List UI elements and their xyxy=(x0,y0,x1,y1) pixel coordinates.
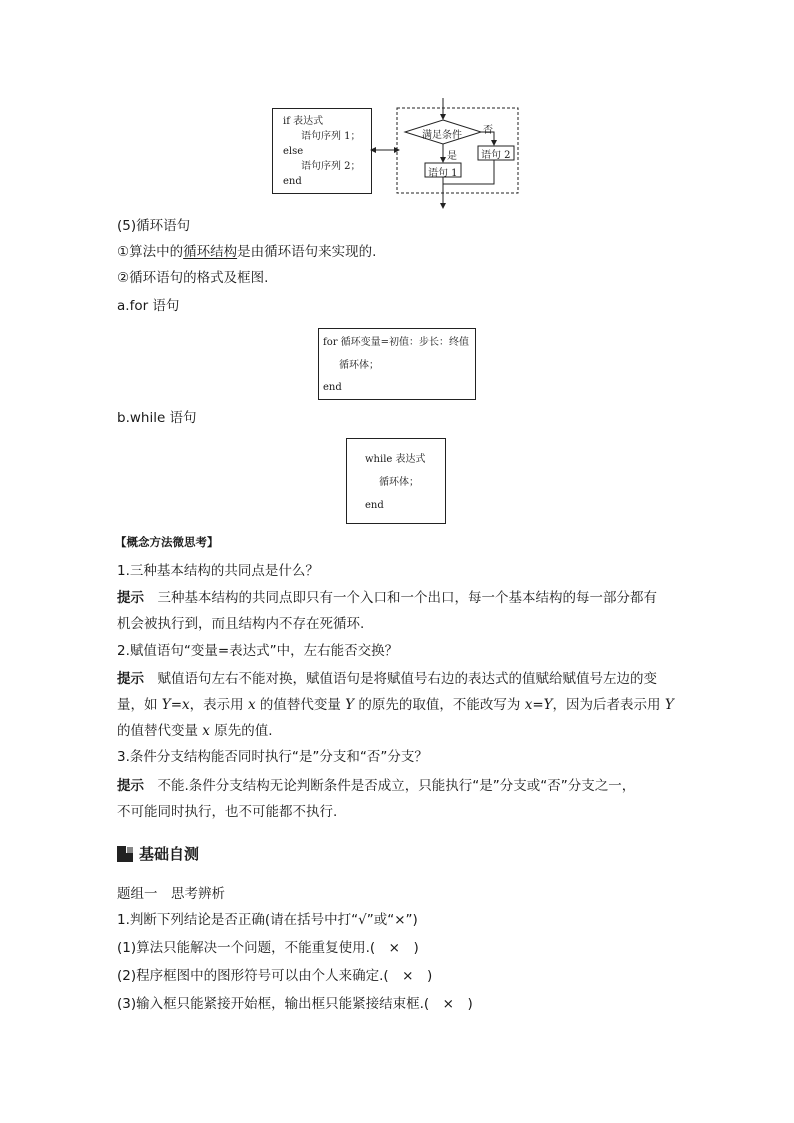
end-line: end xyxy=(283,176,302,187)
question-2: 2.赋值语句“变量=表达式”中，左右能否交换？ xyxy=(117,643,399,659)
while-code-box xyxy=(346,438,446,524)
question-1: 1.三种基本结构的共同点是什么？ xyxy=(117,563,319,579)
judge-question: 1.判断下列结论是否正确(请在括号中打“√”或“×”) xyxy=(117,912,418,928)
for-label: a.for 语句 xyxy=(117,298,180,314)
flow-no-label: 否 xyxy=(483,125,493,136)
answer-1-line-2: 机会被执行到，而且结构内不存在死循环. xyxy=(117,616,365,632)
if-line: if 表达式 xyxy=(283,116,324,127)
flow-condition-label: 满足条件 xyxy=(422,130,462,141)
answer-2-line-1: 赋值语句左右不能对换，赋值语句是将赋值号右边的表达式的值赋给赋值号左边的变 xyxy=(157,671,657,687)
answer-1 xyxy=(117,585,679,637)
basic-test-heading: 基础自测 xyxy=(139,845,200,863)
for-code-box xyxy=(318,328,476,400)
while-body-line: 循环体； xyxy=(379,477,419,488)
answer-2-line-2: 量，如 Y=x，表示用 x 的值替代变量 Y 的原先的取值，不能改写为 x=Y，因为后者表示用 Y xyxy=(117,697,674,713)
answer-3-line-2: 不可能同时执行，也不可能都不执行. xyxy=(117,804,338,820)
answer-2-line-3: 的值替代变量 x 原先的值. xyxy=(117,723,273,739)
if-else-code-box xyxy=(272,108,372,194)
hint-label-2: 提示 xyxy=(117,671,144,687)
flow-statement2-label: 语句 2 xyxy=(481,150,511,161)
judge-item-1: (1)算法只能解决一个问题，不能重复使用.( × ) xyxy=(117,940,419,956)
judge-item-3: (3)输入框只能紧接开始框，输出框只能紧接结束框.( × ) xyxy=(117,996,473,1012)
answer-3-line-1: 不能.条件分支结构无论判断条件是否成立，只能执行“是”分支或“否”分支之一， xyxy=(157,778,636,794)
loop-item-1-pre: ①算法中的 xyxy=(117,244,184,260)
flow-yes-label: 是 xyxy=(447,151,457,162)
while-end-line: end xyxy=(365,500,384,511)
section-marker-icon xyxy=(117,846,133,862)
answer-3 xyxy=(117,773,679,825)
loop-structure-term: 循环结构 xyxy=(183,244,238,260)
for-end-line: end xyxy=(323,382,342,393)
concept-heading: 【概念方法微思考】 xyxy=(115,535,219,549)
answer-2 xyxy=(117,666,679,744)
judge-item-2: (2)程序框图中的图形符号可以由个人来确定.( × ) xyxy=(117,968,433,984)
for-body-line: 循环体； xyxy=(339,360,379,371)
loop-heading: (5)循环语句 xyxy=(117,218,191,234)
statement-seq-1-line: 语句序列 1； xyxy=(301,131,361,142)
while-label: b.while 语句 xyxy=(117,410,197,426)
flow-statement1-label: 语句 1 xyxy=(428,168,458,179)
loop-item-1-post: 是由循环语句来实现的. xyxy=(237,244,377,260)
answer-1-line-1: 三种基本结构的共同点即只有一个入口和一个出口，每一个基本结构的每一部分都有 xyxy=(157,590,657,606)
for-line: for 循环变量=初值：步长：终值 xyxy=(323,337,470,348)
hint-label-3: 提示 xyxy=(117,778,144,794)
statement-seq-2-line: 语句序列 2； xyxy=(301,161,361,172)
while-line: while 表达式 xyxy=(365,454,426,465)
loop-item-1 xyxy=(117,242,376,262)
question-3: 3.条件分支结构能否同时执行“是”分支和“否”分支？ xyxy=(117,749,428,765)
question-group-title: 题组一 思考辨析 xyxy=(117,886,225,902)
loop-item-2: ②循环语句的格式及框图. xyxy=(117,270,269,286)
else-line: else xyxy=(283,146,304,157)
hint-label-1: 提示 xyxy=(117,590,144,606)
